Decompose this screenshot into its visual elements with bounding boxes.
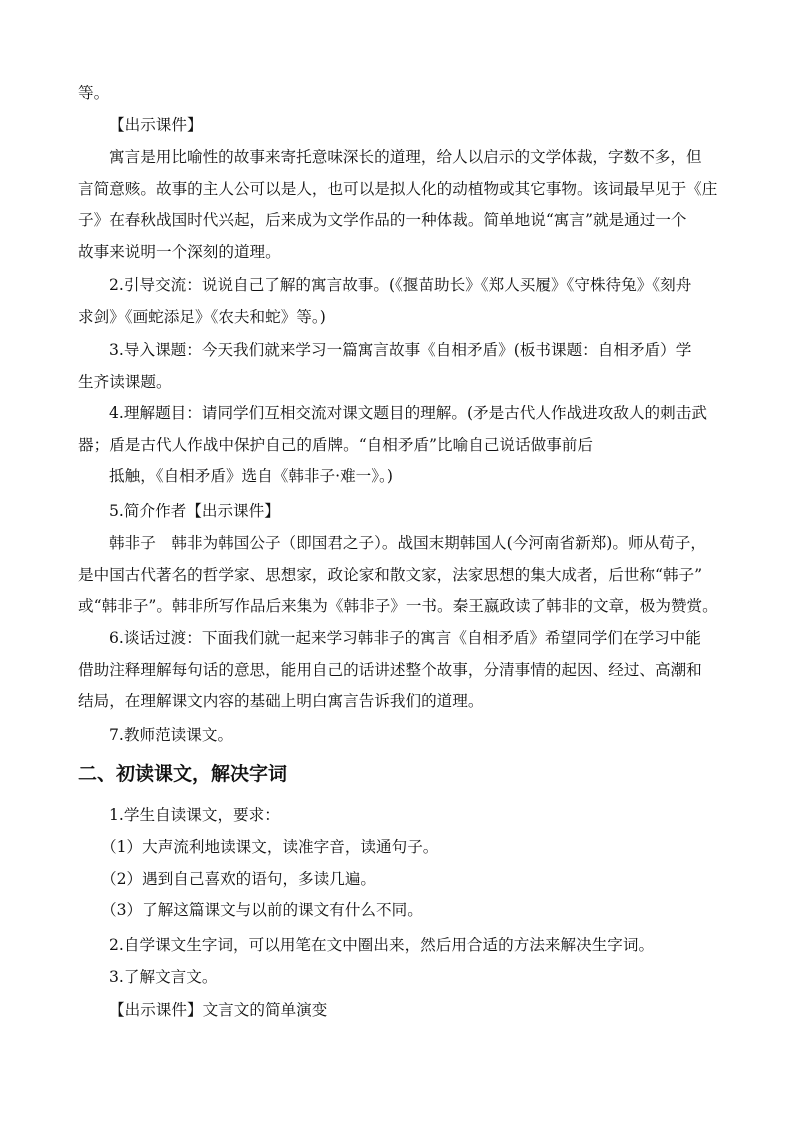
text-line: 7.教师范读课文。: [109, 726, 234, 744]
text-line: 是中国古代著名的哲学家、思想家，政论家和散文家，法家思想的集大成者，后世称“韩子”: [78, 565, 703, 584]
paragraph-guided-discussion: [78, 270, 728, 333]
paragraph-teacher-reading: [78, 720, 728, 752]
text-line: 3.了解文言文。: [109, 968, 218, 986]
text-line: 借助注释理解每句话的意思，能用自己的话讲述整个故事，分清事情的起因、经过、高潮和: [78, 660, 702, 679]
text-line: 求剑》《画蛇添足》《农夫和蛇》等。): [78, 307, 326, 326]
text-line: 故事来说明一个深刻的道理。: [78, 242, 281, 261]
list-item: （2）遇到自己喜欢的语句，多读几遍。: [101, 869, 377, 888]
text-line: 1.学生自读课文，要求：: [109, 806, 280, 824]
paragraph-courseware-evolution: [78, 995, 728, 1027]
list-item: （1）大声流利地读课文，读准字音，读通句子。: [101, 838, 439, 856]
text-line: 5.简介作者【出示课件】: [109, 502, 280, 520]
text-line: 2.自学课文生字词，可以用笔在文中圈出来，然后用合适的方法来解决生字词。: [109, 936, 655, 954]
section-heading: 二、初读课文，解决字词: [78, 763, 288, 785]
text-line: 或“韩非子”。韩非所写作品后来集为《韩非子》一书。秦王嬴政读了韩非的文章，极为赞赏。: [78, 597, 718, 615]
courseware-label: [78, 110, 728, 142]
list-item: （3）了解这篇课文与以前的课文有什么不同。: [101, 901, 423, 919]
text-line: 寓言是用比喻性的故事来寄托意味深长的道理，给人以启示的文学体裁，字数不多，但: [109, 148, 702, 166]
text-line: 等。: [78, 84, 110, 102]
paragraph-transition: [78, 623, 728, 718]
text-line: 器；盾是古代人作战中保护自己的盾牌。“自相矛盾”比喻自己说话做事前后: [78, 435, 593, 454]
paragraph-author-bio: [78, 528, 728, 623]
text-line: 4.理解题目：请同学们互相交流对课文题目的理解。(矛是古代人作战进攻敌人的刺击武: [109, 404, 707, 422]
paragraph-author-intro-heading: [78, 496, 728, 528]
paragraph-classical-chinese: [78, 962, 728, 994]
paragraph-self-reading: [78, 800, 728, 832]
text-line: 结局，在理解课文内容的基础上明白寓言告诉我们的道理。: [78, 692, 484, 710]
text-line: 韩非子 韩非为韩国公子（即国君之子）。战国末期韩国人(今河南省新郑)。师从荀子，: [109, 534, 706, 552]
paragraph-fable-definition: [78, 142, 728, 268]
text-line: 抵触，《自相矛盾》选自《韩非子·难一》。): [109, 467, 393, 485]
text-line: 2.引导交流：说说自己了解的寓言故事。(《揠苗助长》《郑人买履》《守株待兔》《刻舟: [109, 276, 692, 294]
paragraph-vocabulary: [78, 930, 728, 962]
text-line: 生齐读课题。: [78, 372, 172, 391]
paragraph-introduce-topic: [78, 335, 728, 398]
paragraph-ending: [78, 78, 728, 110]
text-line: 言简意赅。故事的主人公可以是人，也可以是拟人化的动植物或其它事物。该词最早见于《庄: [78, 179, 718, 198]
list-requirements: [101, 832, 751, 927]
text-line: 【出示课件】: [109, 116, 203, 134]
text-line: 3.导入课题：今天我们就来学习一篇寓言故事《自相矛盾》(板书课题：自相矛盾）学: [109, 341, 692, 359]
text-line: 6.谈话过渡：下面我们就一起来学习韩非子的寓言《自相矛盾》希望同学们在学习中能: [109, 629, 701, 647]
text-line: 【出示课件】文言文的简单演变: [109, 1001, 328, 1019]
text-line: 子》在春秋战国时代兴起，后来成为文学作品的一种体裁。简单地说“寓言”就是通过一个: [78, 211, 687, 229]
paragraph-understand-title: [78, 398, 728, 493]
